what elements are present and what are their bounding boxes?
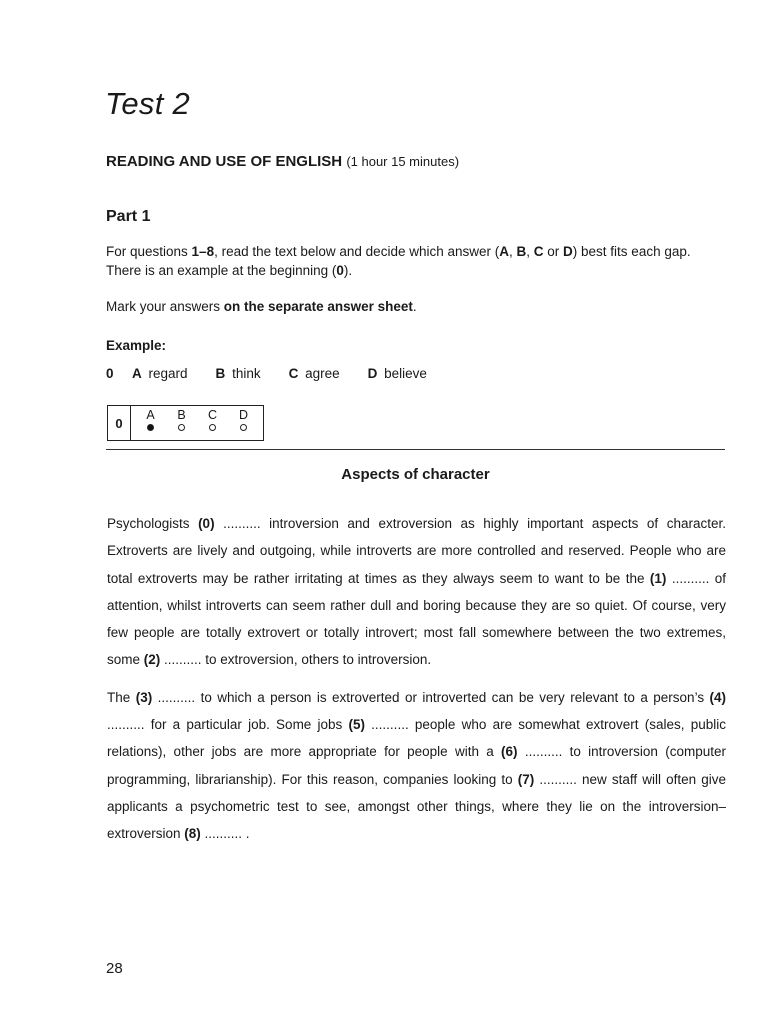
instructions-line-1 [106,242,731,261]
passage-paragraph-1 [107,510,726,674]
gap-number: (5) [348,717,365,733]
grid-letter: A [146,408,155,422]
gap-number: (7) [517,771,535,787]
instructions [106,242,731,280]
section-name: READING AND USE OF ENGLISH [106,153,343,170]
example-answer-grid [107,405,264,441]
grid-letter: D [238,408,249,422]
passage-text: .......... new staff will often give applicants a psychometric test to see, amongst other things, where they lie on the introversion–extroversion [107,771,726,842]
gap-number: (6) [501,744,518,760]
instr-text: ). [343,263,353,278]
passage-text: .......... for a particular job. Some jobs [107,717,349,733]
passage-text: The [107,689,136,705]
passage-text: .......... to introversion (computer programming, librarianship). For this reason, companies looking to [107,744,726,787]
instr-text: , [509,244,517,259]
instr-text: ) best fits each gap. [572,244,691,259]
empty-bubble-icon [209,424,216,431]
option-letter: B [516,244,527,259]
option-letter: D [367,366,378,381]
passage-text: .......... introversion and extroversion as highly important aspects of character. Extroverts are lively and outgoing, while introverts are more controlled and reserved. People who are total extroverts may be rather irritating at times as they always seem to want to be the [107,516,726,586]
mark-answers-instruction [106,299,417,314]
gap-number: (8) [184,826,201,842]
text-title: Aspects of character [341,466,490,483]
gap-number: (2) [143,652,161,668]
instructions-line-2 [106,261,731,280]
option-letter: A [132,366,142,381]
passage-paragraph-2 [107,684,726,848]
test-title: Test 2 [105,86,191,121]
gap-number: (3) [135,689,153,705]
gap-number: (0) [198,516,215,531]
gap-number: (4) [709,689,727,705]
grid-choice-c [197,406,228,440]
instr-text: , [526,244,534,259]
instr-text: There is an example at the beginning ( [106,263,337,278]
section-heading [106,153,459,170]
passage-text: .......... . [200,826,250,842]
section-duration: (1 hour 15 minutes) [346,154,460,169]
question-range: 1–8 [191,244,215,259]
option-letter: C [533,244,544,259]
grid-choice-b [166,406,197,440]
empty-bubble-icon [178,424,185,431]
option-word: agree [305,366,340,381]
example-option-d [368,366,427,381]
empty-bubble-icon [240,424,247,431]
example-option-c [289,366,340,381]
example-number: 0 [106,366,114,381]
grid-letter: B [177,408,186,422]
divider [106,449,725,450]
page-number: 28 [106,960,123,977]
passage-text: .......... of attention, whilst introverts can seem rather dull and boring because they are so quiet. Of course, very few people are totally extrovert or totally introvert; most fall somewhere between the two extremes, some [107,570,726,668]
option-letter: B [215,366,226,381]
reading-passage [107,510,726,858]
passage-text: .......... to extroversion, others to introversion. [160,652,432,668]
option-letter: D [563,244,573,259]
passage-text: .......... to which a person is extroverted or introverted can be very relevant to a person’s [152,689,710,705]
grid-choice-a [135,406,166,440]
grid-number: 0 [108,406,131,440]
example-label: Example: [106,338,167,353]
option-letter: A [499,244,509,259]
gap-number: (1) [649,570,667,586]
instr-text: Mark your answers [106,299,224,314]
instr-text: or [543,244,564,259]
option-word: believe [384,366,427,381]
instr-text: . [412,299,417,314]
example-options [106,366,455,381]
answer-sheet-emphasis: on the separate answer sheet [223,299,413,314]
option-word: regard [148,366,188,381]
grid-choices [131,406,263,440]
example-option-b [216,366,261,381]
example-option-a [132,366,188,381]
option-letter: C [288,366,299,381]
instr-text: For questions [106,244,192,259]
grid-choice-d [228,406,259,440]
passage-text: .......... people who are somewhat extrovert (sales, public relations), other jobs are more appropriate for people with a [107,717,726,760]
filled-bubble-icon [147,424,154,431]
option-word: think [232,366,261,381]
grid-letter: C [207,408,218,422]
example-number-ref: 0 [336,263,344,278]
instr-text: , read the text below and decide which answer ( [214,244,500,259]
passage-text: Psychologists [107,516,199,531]
part-title: Part 1 [106,208,151,225]
